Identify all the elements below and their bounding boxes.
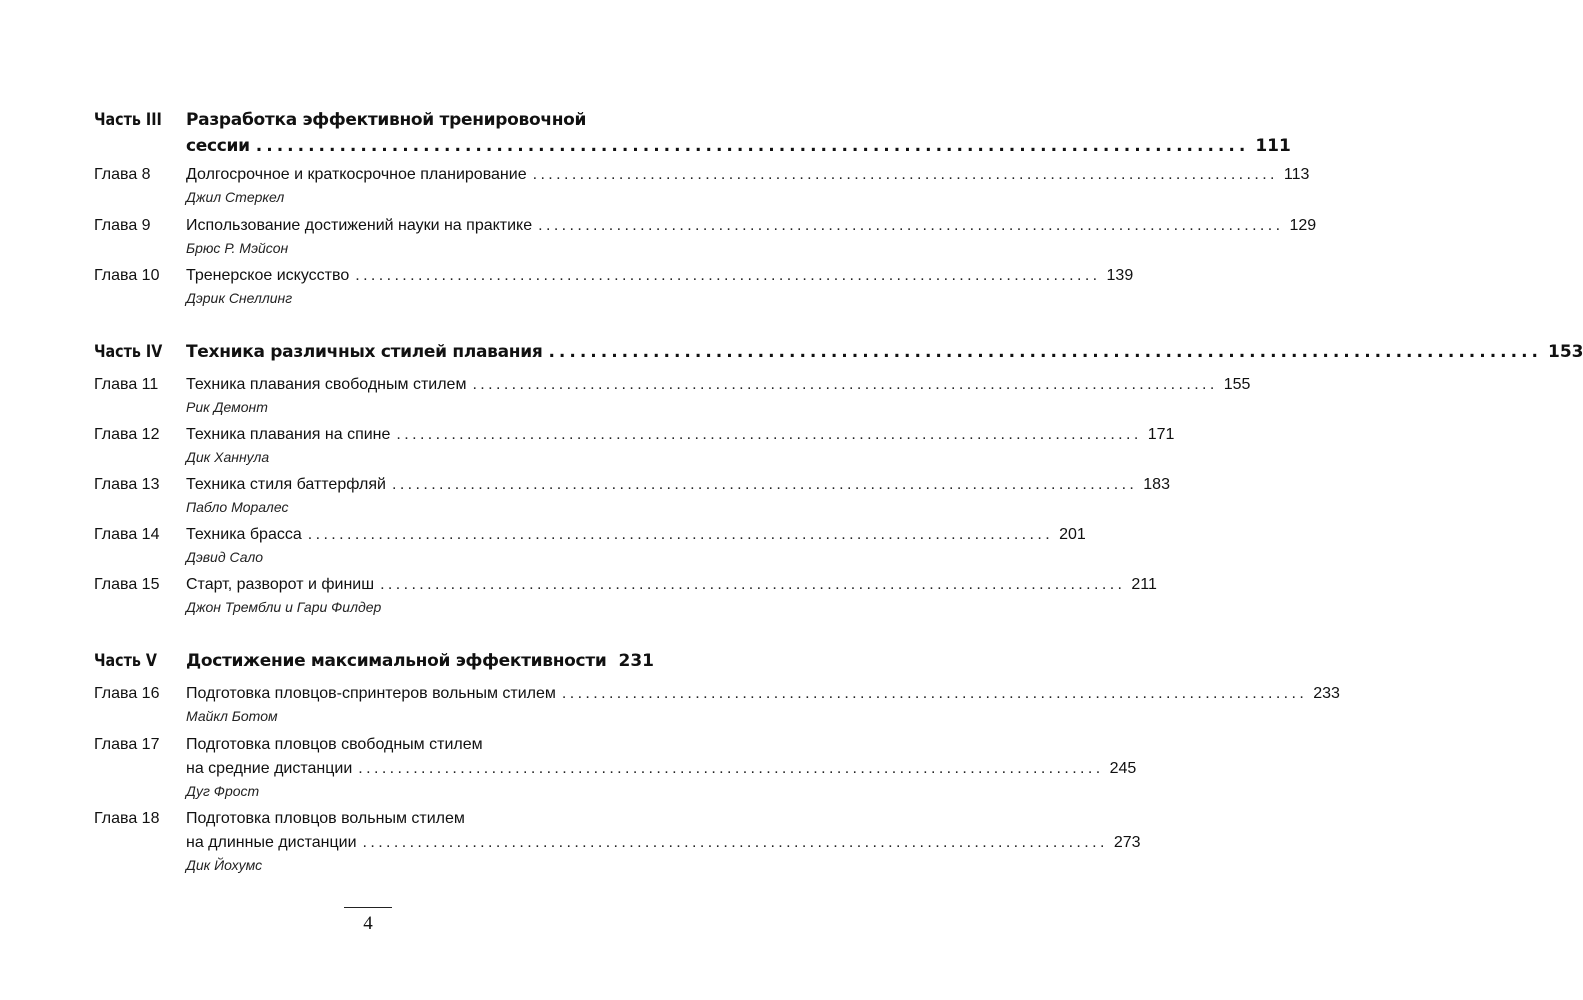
chapter-title: Подготовка пловцов-спринтеров вольным стилем <box>186 685 556 702</box>
part-5-heading <box>94 648 654 674</box>
chapter-entry <box>94 214 1317 258</box>
page-number: 4 <box>363 913 373 934</box>
footer-rule <box>344 907 392 908</box>
chapter-title: Использование достижений науки на практике <box>186 217 533 234</box>
dot-leader: ............................................................................................... <box>307 526 1054 543</box>
chapter-author: Дэвид Сало <box>186 549 264 565</box>
chapter-page-number: 273 <box>1113 834 1141 851</box>
chapter-title: Тренерское искусство <box>186 267 350 284</box>
chapter-label: Глава 16 <box>94 685 160 702</box>
chapter-title: Подготовка пловцов свободным стилем <box>186 736 483 753</box>
chapter-page-number: 183 <box>1143 476 1170 493</box>
chapter-label: Глава 14 <box>94 526 160 543</box>
chapter-title: Техника брасса <box>186 526 302 543</box>
chapter-label: Глава 9 <box>94 217 151 234</box>
chapter-entry <box>94 682 1340 726</box>
chapter-page-number: 129 <box>1289 217 1317 234</box>
part-label: Часть III <box>94 110 162 130</box>
chapter-title: Подготовка пловцов вольным стилем <box>186 810 465 827</box>
chapter-author: Майкл Ботом <box>186 708 278 724</box>
chapter-label: Глава 15 <box>94 576 160 593</box>
chapter-author: Дуг Фрост <box>186 783 260 799</box>
chapter-label: Глава 11 <box>94 376 159 393</box>
part-label: Часть V <box>94 651 157 671</box>
chapter-page-number: 139 <box>1106 267 1134 284</box>
chapter-author: Дик Йохумс <box>186 857 263 873</box>
chapter-entry <box>94 264 1134 308</box>
chapter-page-number: 155 <box>1223 376 1251 393</box>
chapter-author: Рик Демонт <box>186 399 268 415</box>
part-title: сессии <box>186 136 250 156</box>
chapter-page-number: 245 <box>1109 760 1137 777</box>
dot-leader: ............................................................................................... <box>355 267 1101 284</box>
dot-leader: ............................................................................................... <box>255 136 1250 156</box>
chapter-author: Брюс Р. Мэйсон <box>186 240 289 256</box>
chapter-title: Долгосрочное и краткосрочное планирование <box>186 166 527 183</box>
part-page-number: 231 <box>618 651 654 671</box>
part-page-number: 111 <box>1255 136 1291 156</box>
chapter-title: Техника стиля баттерфляй <box>186 476 386 493</box>
chapter-entry <box>94 573 1157 617</box>
dot-leader: ............................................................................................... <box>548 342 1542 362</box>
chapter-label: Глава 13 <box>94 476 160 493</box>
chapter-title: Техника плавания свободным стилем <box>186 376 467 393</box>
chapter-page-number: 201 <box>1059 526 1086 543</box>
chapter-label: Глава 10 <box>94 267 160 284</box>
chapter-label: Глава 8 <box>94 166 151 183</box>
chapter-label: Глава 17 <box>94 736 160 753</box>
chapter-author: Джил Стеркел <box>186 189 285 205</box>
chapter-author: Дэрик Снеллинг <box>186 290 293 306</box>
dot-leader: ............................................................................................... <box>380 576 1126 593</box>
chapter-author: Джон Трембли и Гари Филдер <box>186 599 382 615</box>
chapter-author: Пабло Моралес <box>186 499 289 515</box>
part-3-heading <box>94 107 1291 159</box>
dot-leader: ............................................................................................... <box>362 834 1108 851</box>
chapter-entry <box>94 523 1086 567</box>
chapter-entry <box>94 473 1170 517</box>
chapter-page-number: 113 <box>1283 166 1310 183</box>
chapter-label: Глава 18 <box>94 810 160 827</box>
part-page-number: 153 <box>1547 342 1583 362</box>
part-title: Достижение максимальной эффективности <box>186 651 607 671</box>
dot-leader: ............................................................................................... <box>538 217 1284 234</box>
part-4-heading <box>94 339 1583 365</box>
chapter-entry <box>94 423 1175 467</box>
dot-leader: ............................................................................................... <box>391 476 1138 493</box>
chapter-entry <box>94 373 1251 417</box>
chapter-title: Старт, разворот и финиш <box>186 576 375 593</box>
part-title: Разработка эффективной тренировочной <box>186 110 587 130</box>
chapter-entry <box>94 733 1137 801</box>
chapter-entry <box>94 163 1310 207</box>
chapter-entry <box>94 807 1141 875</box>
part-label: Часть IV <box>94 342 163 362</box>
part-title: Техника различных стилей плавания <box>186 342 543 362</box>
chapter-page-number: 233 <box>1313 685 1340 702</box>
dot-leader: ............................................................................................... <box>532 166 1278 183</box>
chapter-title: на средние дистанции <box>186 760 353 777</box>
chapter-title: Техника плавания на спине <box>186 426 391 443</box>
chapter-page-number: 211 <box>1131 576 1157 593</box>
dot-leader: ............................................................................................... <box>561 685 1308 702</box>
chapter-page-number: 171 <box>1147 426 1175 443</box>
chapter-label: Глава 12 <box>94 426 160 443</box>
chapter-author: Дик Ханнула <box>186 449 270 465</box>
dot-leader: ............................................................................................... <box>358 760 1104 777</box>
dot-leader: ............................................................................................... <box>396 426 1142 443</box>
chapter-title: на длинные дистанции <box>186 834 357 851</box>
dot-leader: ............................................................................................... <box>472 376 1218 393</box>
